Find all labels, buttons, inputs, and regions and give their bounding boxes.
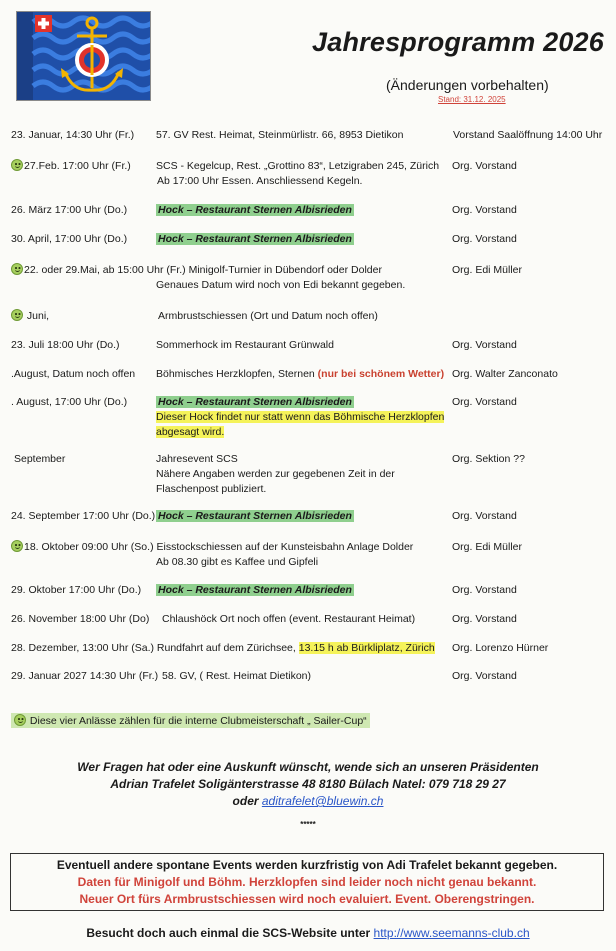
anchor-logo-icon — [17, 12, 150, 100]
event-date: 18. Oktober 09:00 Uhr (So.) Eisstockschiessen auf der Kunsteisbahn Anlage Dolder — [24, 541, 414, 553]
event-description: Chlaushöck Ort noch offen (event. Restaurant Heimat) — [162, 613, 416, 625]
event-date: 27.Feb. 17:00 Uhr (Fr.) — [24, 160, 131, 172]
event-description: SCS - Kegelcup, Rest. „Grottino 83“, Letzigraben 245, Zürich — [156, 160, 440, 172]
event-date: . August, 17:00 Uhr (Do.) — [11, 396, 128, 408]
event-description-cell — [156, 367, 456, 382]
weather-note: (nur bei schönem Wetter) — [317, 368, 445, 380]
event-date-cell — [11, 641, 435, 656]
smiley-icon — [11, 540, 23, 552]
page-title: Jahresprogramm 2026 — [312, 27, 604, 57]
footer-text: Besucht doch auch einmal die SCS-Website unter — [86, 926, 374, 940]
event-date: 29. Januar 2027 14:30 Uhr (Fr.) — [11, 670, 159, 682]
event-date: 26. März 17:00 Uhr (Do.) — [11, 204, 128, 216]
event-organizer: Org. Lorenzo Hürner — [452, 642, 549, 654]
smiley-icon — [11, 263, 23, 275]
event-date: Juni, — [26, 310, 50, 322]
event-detail: Genaues Datum wird noch von Edi bekannt gegeben. — [156, 279, 406, 291]
stand-date: Stand: 31.12. 2025 — [438, 95, 506, 104]
event-date-cell — [11, 263, 382, 278]
smiley-icon — [11, 159, 23, 171]
event-date-cell — [11, 159, 131, 174]
event-organizer: Org. Vorstand — [452, 613, 517, 625]
event-date: 23. Januar, 14:30 Uhr (Fr.) — [11, 129, 135, 141]
event-date-cell — [11, 540, 413, 555]
event-date: 29. Oktober 17:00 Uhr (Do.) — [11, 584, 142, 596]
event-organizer: Org. Vorstand — [452, 160, 517, 172]
event-description: Böhmisches Herzklopfen, Sternen — [156, 368, 318, 380]
event-organizer: Org. Vorstand — [452, 396, 517, 408]
hock-highlight: Hock – Restaurant Sternen Albisrieden — [158, 233, 352, 245]
event-organizer: Vorstand Saalöffnung 14:00 Uhr — [453, 129, 603, 141]
smiley-icon — [11, 309, 23, 321]
notice-line-1: Eventuell andere spontane Events werden kurzfristig von Adi Trafelet bekannt gegeben. — [56, 858, 558, 872]
hock-highlight: Hock – Restaurant Sternen Albisrieden — [158, 396, 352, 408]
event-date: .August, Datum noch offen — [11, 368, 136, 380]
event-organizer: Org. Sektion ?? — [452, 453, 525, 465]
contact-line-1: Wer Fragen hat oder eine Auskunft wünscht, wende sich an unseren Präsidenten — [77, 760, 539, 774]
hock-condition-note-2: abgesagt wird. — [156, 426, 225, 438]
event-date-cell — [11, 309, 49, 324]
departure-highlight: 13.15 h ab Bürkliplatz, Zürich — [298, 642, 435, 654]
cup-note-text: Diese vier Anlässe zählen für die interne Clubmeisterschaft „ Sailer-Cup“ — [29, 715, 367, 727]
event-description-cell — [156, 159, 446, 189]
club-logo — [16, 11, 151, 101]
event-description-cell — [156, 452, 446, 497]
contact-or: oder — [232, 794, 262, 808]
event-detail: Ab 08.30 gibt es Kaffee und Gipfeli — [156, 556, 319, 568]
event-description: 58. GV, ( Rest. Heimat Dietikon) — [162, 670, 311, 682]
event-date: 23. Juli 18:00 Uhr (Do.) — [11, 339, 120, 351]
notice-line-2: Daten für Minigolf und Böhm. Herzklopfen sind leider noch nicht genau bekannt. — [77, 875, 537, 889]
event-date: 22. oder 29.Mai, ab 15:00 Uhr (Fr.) Minigolf-Turnier in Dübendorf oder Dolder — [24, 264, 382, 276]
event-description: Sommerhock im Restaurant Grünwald — [156, 339, 334, 351]
event-detail-2: Flaschenpost publiziert. — [156, 483, 267, 495]
contact-line-3 — [0, 793, 616, 810]
event-description-cell — [156, 395, 446, 440]
event-date: 30. April, 17:00 Uhr (Do.) — [11, 233, 128, 245]
event-organizer: Org. Edi Müller — [452, 264, 523, 276]
page-subtitle: (Änderungen vorbehalten) — [386, 77, 549, 93]
contact-line-2: Adrian Trafelet Soligänterstrasse 48 8180 Bülach Natel: 079 718 29 27 — [110, 777, 506, 791]
event-organizer: Org. Vorstand — [452, 584, 517, 596]
event-organizer: Org. Walter Zanconato — [452, 368, 558, 380]
event-detail: Ab 17:00 Uhr Essen. Anschliessend Kegeln. — [157, 175, 363, 187]
footer — [0, 926, 616, 940]
event-description: 57. GV Rest. Heimat, Steinmürlistr. 66, 8953 Dietikon — [156, 129, 404, 141]
event-date: 26. November 18:00 Uhr (Do) — [11, 613, 150, 625]
notice-box — [10, 853, 604, 911]
event-organizer: Org. Edi Müller — [452, 541, 523, 553]
email-link[interactable]: aditrafelet@bluewin.ch — [261, 794, 384, 808]
hock-highlight: Hock – Restaurant Sternen Albisrieden — [158, 204, 352, 216]
event-date: 24. September 17:00 Uhr (Do.) — [11, 510, 156, 522]
event-organizer: Org. Vorstand — [452, 670, 517, 682]
event-description-cell — [156, 203, 446, 218]
event-description-cell — [156, 583, 446, 598]
event-description-cell — [156, 232, 446, 247]
hock-highlight: Hock – Restaurant Sternen Albisrieden — [158, 584, 352, 596]
event-description: Armbrustschiessen (Ort und Datum noch offen) — [158, 310, 378, 322]
event-description: Jahresevent SCS — [156, 453, 238, 465]
event-date: 28. Dezember, 13:00 Uhr (Sa.) Rundfahrt auf dem Zürichsee, — [11, 642, 299, 654]
hock-condition-note: Dieser Hock findet nur statt wenn das Böhmische Herzklopfen — [156, 411, 445, 423]
hock-highlight: Hock – Restaurant Sternen Albisrieden — [158, 510, 352, 522]
notice-line-3: Neuer Ort fürs Armbrustschiessen wird noch evaluiert. Event. Oberengstringen. — [79, 892, 535, 906]
website-link[interactable]: http://www.seemanns-club.ch — [373, 926, 530, 940]
event-organizer: Org. Vorstand — [452, 204, 517, 216]
event-description-cell — [156, 509, 446, 524]
event-organizer: Org. Vorstand — [452, 233, 517, 245]
event-organizer: Org. Vorstand — [452, 510, 517, 522]
event-date: September — [14, 453, 66, 465]
separator-stars: ***** — [300, 820, 316, 829]
event-organizer: Org. Vorstand — [452, 339, 517, 351]
cup-note — [11, 713, 370, 728]
smiley-icon — [14, 714, 26, 726]
event-detail: Nähere Angaben werden zur gegebenen Zeit in der — [156, 468, 395, 480]
